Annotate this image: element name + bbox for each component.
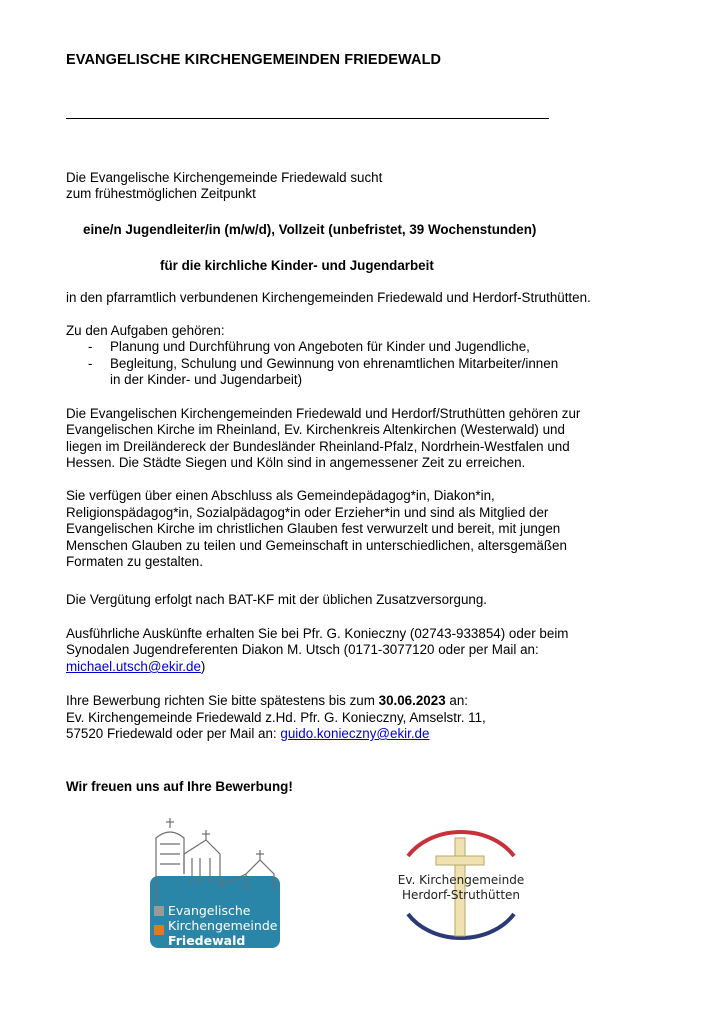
gray-square <box>154 906 164 916</box>
contact-close-paren: ) <box>200 659 206 674</box>
profile-line-4: Menschen Glauben zu teilen und Gemeinschaft in unterschiedlichen, altersgemäßen <box>66 538 567 553</box>
position-subtitle: für die kirchliche Kinder- und Jugendarbeit <box>160 258 434 273</box>
logo2-text-line2: Herdorf-Struthütten <box>401 888 521 902</box>
profile-line-3: Evangelischen Kirche im christlichen Glauben fest verwurzelt und bereit, mit jungen <box>66 521 561 536</box>
profile-line-5: Formaten zu gestalten. <box>66 554 203 569</box>
application-text-post: an: <box>445 693 468 708</box>
logo1-text-line3: Friedewald <box>168 933 246 948</box>
about-line-4: Hessen. Die Städte Siegen und Köln sind in angemessener Zeit zu erreichen. <box>66 455 526 470</box>
application-line-1 <box>66 693 468 709</box>
profile-line-2: Religionspädagog*in, Sozialpädagog*in oder Erzieher*in und sind als Mitglied der <box>66 505 549 520</box>
application-text-address: 57520 Friedewald oder per Mail an: <box>66 726 281 741</box>
contact-line-2: Synodalen Jugendreferenten Diakon M. Utsch (0171-3077120 oder per Mail an: <box>66 642 539 657</box>
contact-email-link[interactable]: michael.utsch@ekir.de <box>66 659 201 674</box>
task-bullet-2: - <box>88 356 93 371</box>
application-email-link[interactable]: guido.konieczny@ekir.de <box>280 726 430 741</box>
intro-line-1: Die Evangelische Kirchengemeinde Friedewald sucht <box>66 170 383 185</box>
orange-square <box>154 925 164 935</box>
closing-line: Wir freuen uns auf Ihre Bewerbung! <box>66 779 293 794</box>
task-item-1: Planung und Durchführung von Angeboten für Kinder und Jugendliche, <box>110 339 530 354</box>
application-line-3 <box>66 726 429 742</box>
logo2-text-line1: Ev. Kirchengemeinde <box>397 873 525 887</box>
logo1-text-line1: Evangelische <box>168 903 251 918</box>
application-deadline: 30.06.2023 <box>378 693 446 708</box>
task-bullet-1: - <box>88 339 93 354</box>
location-line: in den pfarramtlich verbundenen Kirchengemeinden Friedewald und Herdorf-Struthütten. <box>66 290 591 305</box>
tasks-heading: Zu den Aufgaben gehören: <box>66 323 225 338</box>
contact-line-1: Ausführliche Auskünfte erhalten Sie bei Pfr. G. Konieczny (02743-933854) oder beim <box>66 626 569 641</box>
profile-line-1: Sie verfügen über einen Abschluss als Gemeindepädagog*in, Diakon*in, <box>66 488 495 503</box>
task-item-2-line-1: Begleitung, Schulung und Gewinnung von ehrenamtlichen Mitarbeiter/innen <box>110 356 559 371</box>
herdorf-logo-graphic <box>386 822 536 946</box>
intro-line-2: zum frühestmöglichen Zeitpunkt <box>66 186 256 201</box>
friedewald-logo <box>150 814 284 950</box>
friedewald-logo-graphic <box>150 814 284 950</box>
application-text-pre: Ihre Bewerbung richten Sie bitte spätestens bis zum <box>66 693 379 708</box>
herdorf-logo <box>386 822 536 946</box>
salary-line: Die Vergütung erfolgt nach BAT-KF mit der üblichen Zusatzversorgung. <box>66 592 488 607</box>
document-title: EVANGELISCHE KIRCHENGEMEINDEN FRIEDEWALD <box>66 52 442 68</box>
application-line-2: Ev. Kirchengemeinde Friedewald z.Hd. Pfr. G. Konieczny, Amselstr. 11, <box>66 710 486 725</box>
about-line-1: Die Evangelischen Kirchengemeinden Friedewald und Herdorf/Struthütten gehören zur <box>66 406 581 421</box>
logo1-text-line2: Kirchengemeinde <box>168 918 278 933</box>
position-title: eine/n Jugendleiter/in (m/w/d), Vollzeit (unbefristet, 39 Wochenstunden) <box>83 222 537 237</box>
about-line-3: liegen im Dreiländereck der Bundesländer Rheinland-Pfalz, Nordrhein-Westfalen und <box>66 439 570 454</box>
task-item-2-line-2: in der Kinder- und Jugendarbeit) <box>110 372 303 387</box>
horizontal-divider <box>66 118 549 119</box>
cross-icon <box>436 838 484 936</box>
about-line-2: Evangelischen Kirche im Rheinland, Ev. Kirchenkreis Altenkirchen (Westerwald) und <box>66 422 565 437</box>
contact-line-3 <box>66 659 205 675</box>
